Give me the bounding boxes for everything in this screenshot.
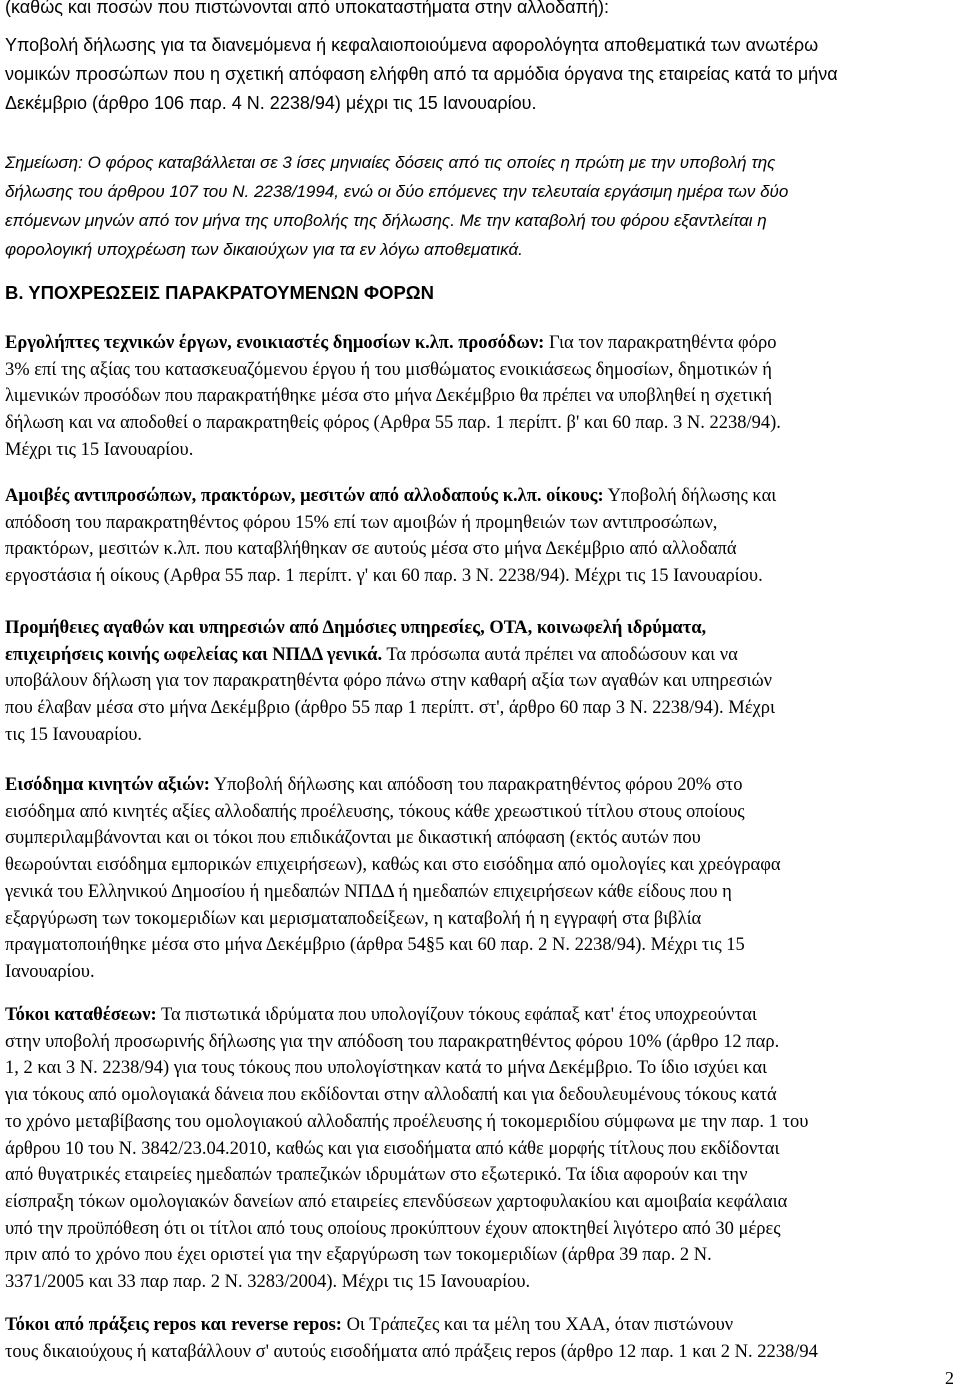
text-line: Μέχρι τις 15 Ιανουαρίου. xyxy=(5,439,194,460)
text-line: 3% επί της αξίας του κατασκευαζόμενου έργου ή του μισθώματος ενοικιάσεως δημοσίων, δημοτικών ή xyxy=(5,359,772,380)
note-paragraph xyxy=(5,148,955,264)
text-line: 1, 2 και 3 Ν. 2238/94) για τους τόκους που υπολογίστηκαν κατά το μήνα Δεκέμβριο. Το ίδιο ισχύει και xyxy=(5,1058,767,1079)
text-line: τους δικαιούχους ή καταβάλλουν σ' αυτούς εισοδήματα από πράξεις repos (άρθρο 12 παρ. 1 και 2 Ν. 2238/94 xyxy=(5,1341,818,1362)
text-line xyxy=(5,1312,955,1339)
text-line: φορολογική υποχρέωση των δικαιούχων για τα εν λόγω αποθεματικά. xyxy=(5,240,523,259)
supplies-heading: Προμήθειες αγαθών και υπηρεσιών από Δημόσιες υπηρεσίες, ΟΤΑ, κοινωφελή ιδρύματα, xyxy=(5,618,707,638)
text-line: υποβάλουν δήλωση για τον παρακρατηθέντα φόρο πάνω στην καθαρή αξία των αγαθών και υπηρεσιών xyxy=(5,671,773,692)
supplies-heading-continued: επιχειρήσεις κοινής ωφελείας και ΝΠΔΔ γενικά. xyxy=(5,644,383,665)
text-line: εξαργύρωση των τοκομεριδίων και μερισματαποδείξεων, η καταβολή ή η εγγραφή στα βιβλία xyxy=(5,908,702,929)
securities-heading: Εισόδημα κινητών αξιών: xyxy=(5,775,210,795)
text-run: Τα πιστωτικά ιδρύματα που υπολογίζουν τόκους εφάπαξ κατ' έτος υποχρεούνται xyxy=(156,1005,757,1025)
text-line: από θυγατρικές εταιρείες ημεδαπών τραπεζικών ιδρυμάτων στο εξωτερικό. Τα ίδια αφορούν και την xyxy=(5,1165,748,1186)
text-run: Οι Τράπεζες και τα μέλη του ΧΑΑ, όταν πιστώνουν xyxy=(341,1315,734,1335)
text-line: τις 15 Ιανουαρίου. xyxy=(5,724,143,745)
intro-paragraph xyxy=(5,0,955,118)
text-line: λιμενικών προσόδων που παρακρατήθηκε μέσα στο μήνα Δεκέμβριο θα πρέπει να υποβληθεί η σχετική xyxy=(5,386,773,407)
contractors-heading: Εργολήπτες τεχνικών έργων, ενοικιαστές δημοσίων κ.λπ. προσόδων: xyxy=(5,333,545,353)
text-line: συμπεριλαμβάνονται και οι τόκοι που επιδικάζονται με δικαστική απόφαση (εκτός αυτών που xyxy=(5,828,701,849)
text-line: πριν από το χρόνο που έχει οριστεί για την εξαργύρωση των τοκομεριδίων (άρθρα 39 παρ. 2 Ν. xyxy=(5,1245,712,1266)
text-line: επόμενων μηνών από τον μήνα της υποβολής της δήλωσης. Με την καταβολή του φόρου εξαντλείται η xyxy=(5,211,767,230)
text-run: Υποβολή δήλωσης και απόδοση του παρακρατηθέντος φόρου 20% στο xyxy=(209,775,743,795)
text-line: το χρόνο μεταβίβασης του ομολογιακού αλλοδαπής προέλευσης ή τοκομεριδίου σύμφωνα με την παρ. 1 του xyxy=(5,1111,809,1132)
text-line: εισόδημα από κινητές αξίες αλλοδαπής προέλευσης, τόκους κάθε χρεωστικού τίτλου στους οποίους xyxy=(5,801,745,822)
text-line: θεωρούνται εισόδημα εμπορικών επιχειρήσεων), καθώς και στο εισόδημα από ομολογίες και χρεόγραφα xyxy=(5,855,781,876)
text-line xyxy=(5,642,955,669)
page-number: 2 xyxy=(945,1368,954,1388)
text-line: για τόκους από ομολογιακά δάνεια που εκδίδονται στην αλλοδαπή και για δεδουλευμένους τόκους κατά xyxy=(5,1085,777,1106)
text-line: υπό την προϋπόθεση ότι οι τίτλοι από τους οποίους προκύπτουν έχουν αποκτηθεί λιγότερο από 30 μέρες xyxy=(5,1218,781,1239)
supplies-paragraph xyxy=(5,615,955,749)
text-line: στην υποβολή προσωρινής δήλωσης για την απόδοση του παρακρατηθέντος φόρου 10% (άρθρο 12 παρ. xyxy=(5,1031,780,1052)
text-line: πραγματοποιήθηκε μέσα στο μήνα Δεκέμβριο (άρθρα 54§5 και 60 παρ. 2 Ν. 2238/94). Μέχρι τις 15 xyxy=(5,935,745,956)
text-line xyxy=(5,483,955,510)
agents-heading: Αμοιβές αντιπροσώπων, πρακτόρων, μεσιτών από αλλοδαπούς κ.λπ. οίκους: xyxy=(5,486,604,506)
section-heading: Β. ΥΠΟΧΡΕΩΣΕΙΣ ΠΑΡΑΚΡΑΤΟΥΜΕΝΩΝ ΦΟΡΩΝ xyxy=(5,282,434,303)
text-run: Για τον παρακρατηθέντα φόρο xyxy=(544,333,777,353)
text-line: νομικών προσώπων που η σχετική απόφαση ελήφθη από τα αρμόδια όργανα της εταιρείας κατά το μήνα xyxy=(5,64,838,84)
text-line xyxy=(5,330,955,357)
text-run: Τα πρόσωπα αυτά πρέπει να αποδώσουν και να xyxy=(382,644,738,665)
text-line: (καθώς και ποσών που πιστώνονται από υποκαταστήματα στην αλλοδαπή): xyxy=(5,0,609,17)
securities-paragraph xyxy=(5,772,955,986)
text-line: πρακτόρων, μεσιτών κ.λπ. που καταβλήθηκαν σε αυτούς μέσα στο μήνα Δεκέμβριο από αλλοδαπά xyxy=(5,539,737,560)
text-line: Υποβολή δήλωσης για τα διανεμόμενα ή κεφαλαιοποιούμενα αφορολόγητα αποθεματικά των ανωτέρω xyxy=(5,35,819,55)
contractors-paragraph xyxy=(5,330,955,464)
text-line: άρθρου 10 του Ν. 3842/23.04.2010, καθώς και για εισοδήματα από κάθε μορφής τίτλους που εκδίδονται xyxy=(5,1138,780,1159)
text-line: δήλωσης του άρθρου 107 του Ν. 2238/1994, ενώ οι δύο επόμενες την τελευταία εργάσιμη ημέρα των δύο xyxy=(5,182,789,201)
text-line: Ιανουαρίου. xyxy=(5,961,95,982)
text-line: απόδοση του παρακρατηθέντος φόρου 15% επί των αμοιβών ή προμηθειών των αντιπροσώπων, xyxy=(5,512,718,533)
text-line: Δεκέμβριο (άρθρο 106 παρ. 4 Ν. 2238/94) μέχρι τις 15 Ιανουαρίου. xyxy=(5,93,537,113)
text-line: 3371/2005 και 33 παρ παρ. 2 Ν. 3283/2004). Μέχρι τις 15 Ιανουαρίου. xyxy=(5,1272,531,1293)
text-line: γενικά του Ελληνικού Δημοσίου ή ημεδαπών ΝΠΔΔ ή ημεδαπών επιχειρήσεων κάθε είδους που η xyxy=(5,881,732,902)
repos-heading: Τόκοι από πράξεις repos και reverse repos: xyxy=(5,1315,342,1335)
deposits-paragraph xyxy=(5,1002,955,1296)
text-line: είσπραξη τόκων ομολογιακών δανείων από εταιρείες επενδύσεων χαρτοφυλακίου και αμοιβαία κεφάλαια xyxy=(5,1191,788,1212)
text-line: που έλαβαν μέσα στο μήνα Δεκέμβριο (άρθρο 55 παρ 1 περίπτ. στ', άρθρο 60 παρ 3 Ν. 2238/94). Μέχρι xyxy=(5,698,775,719)
deposits-heading: Τόκοι καταθέσεων: xyxy=(5,1005,157,1025)
text-line: Σημείωση: Ο φόρος καταβάλλεται σε 3 ίσες μηνιαίες δόσεις από τις οποίες η πρώτη με την υποβολή της xyxy=(5,153,776,172)
text-run: Υποβολή δήλωσης και xyxy=(603,486,777,506)
text-line xyxy=(5,1002,955,1029)
agents-paragraph xyxy=(5,483,955,590)
repos-paragraph xyxy=(5,1312,955,1365)
text-line: δήλωση και να αποδοθεί ο παρακρατηθείς φόρος (Αρθρα 55 παρ. 1 περίπτ. β' και 60 παρ. 3 Ν. 2238/94). xyxy=(5,413,781,434)
text-line: εργοστάσια ή οίκους (Αρθρα 55 παρ. 1 περίπτ. γ' και 60 παρ. 3 Ν. 2238/94). Μέχρι τις 15 Ιανουαρίου. xyxy=(5,566,763,587)
text-line xyxy=(5,772,955,799)
